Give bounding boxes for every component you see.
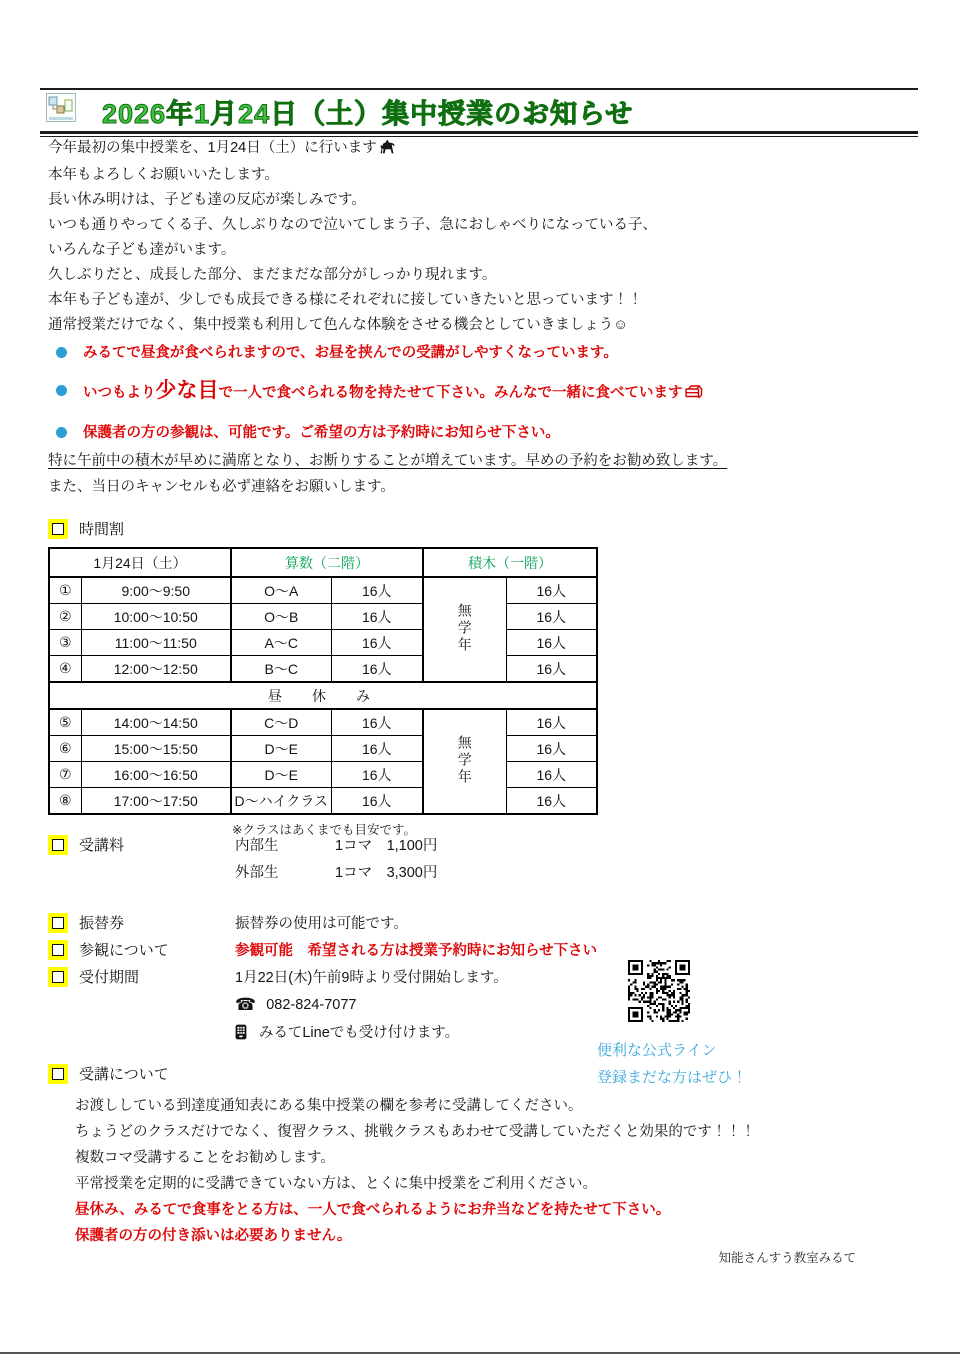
bullet-dot-icon xyxy=(56,347,67,358)
school-name-footer: 知能さんすう教室みるて xyxy=(718,1251,856,1265)
promo-line: 登録まだな方はぜひ！ xyxy=(597,1069,748,1086)
bento-icon xyxy=(685,383,703,407)
promo-line: 便利な公式ライン xyxy=(597,1042,717,1059)
intro-paragraph xyxy=(48,136,920,338)
cell-lunch: 昼 休 み xyxy=(49,682,597,709)
furikae-heading: 振替券 xyxy=(79,915,125,932)
smiley-icon: ☺ xyxy=(613,317,629,333)
cell-class: O～A xyxy=(231,577,331,604)
checkbox-icon xyxy=(48,967,68,987)
cell-no: ① xyxy=(49,577,81,604)
header xyxy=(40,88,918,137)
cell-no: ⑥ xyxy=(49,736,81,762)
cell-mugakunen: 無学年 xyxy=(423,577,506,682)
notice-underlined: 特に午前中の積木が早めに満席となり、お断りすることが増えています。早めの予約をお勧め致します。 xyxy=(48,453,728,469)
cell-time: 11:00～11:50 xyxy=(81,630,231,656)
cell-capacity: 16人 xyxy=(331,762,423,788)
fee-label: 内部生 xyxy=(235,838,279,854)
fee-value: 1コマ 1,100円 xyxy=(335,838,438,854)
checkbox-icon xyxy=(48,835,68,855)
table-row xyxy=(49,788,597,815)
intro-line: いつも通りやってくる子、久しぶりなので泣いてしまう子、急におしゃべりになっている子、 xyxy=(48,217,657,233)
uketsuke-text: 1月22日(木)午前9時より受付開始します。 xyxy=(235,970,508,986)
table-row xyxy=(49,762,597,788)
cell-time: 15:00～15:50 xyxy=(81,736,231,762)
cell-mugakunen: 無学年 xyxy=(423,709,506,814)
cell-tsumiki-capacity: 16人 xyxy=(506,788,597,815)
cell-no: ⑤ xyxy=(49,709,81,736)
cell-tsumiki-capacity: 16人 xyxy=(506,656,597,683)
intro-line: 通常授業だけでなく、集中授業も利用して色んな体験をさせる機会としていきましょう xyxy=(48,317,614,333)
cell-capacity: 16人 xyxy=(331,736,423,762)
cell-time: 9:00～9:50 xyxy=(81,577,231,604)
cell-tsumiki-capacity: 16人 xyxy=(506,736,597,762)
cell-capacity: 16人 xyxy=(331,788,423,815)
telephone-icon: ☎ xyxy=(235,994,257,1014)
schedule-table xyxy=(48,547,598,815)
checkbox-icon xyxy=(48,913,68,933)
table-row xyxy=(49,577,597,604)
col-header-sansu: 算数（二階） xyxy=(231,548,423,577)
jukou-line: お渡ししている到達度通知表にある集中授業の欄を参考に受講してください。 xyxy=(75,1098,583,1114)
highlight-bullets xyxy=(56,341,960,459)
page-title: 2026年1月24日（土）集中授業のお知らせ xyxy=(102,98,634,129)
mobile-phone-icon xyxy=(235,1024,247,1040)
jukou-line: 複数コマ受講することをお勧めします。 xyxy=(75,1150,335,1166)
jukou-red-line: 昼休み、みるてで食事をとる方は、一人で食べられるようにお弁当などを持たせて下さい。 xyxy=(75,1202,671,1218)
bullet-text: みるてで昼食が食べられますので、お昼を挟んでの受講がしやすくなっています。 xyxy=(83,345,618,361)
col-header-tsumiki: 積木（一階） xyxy=(423,548,597,577)
reservation-notice xyxy=(48,448,960,500)
bullet-text: いつもより xyxy=(83,385,156,401)
cell-class: D～ハイクラス xyxy=(231,788,331,815)
header-bottom-rule-thick xyxy=(40,131,918,134)
cell-tsumiki-capacity: 16人 xyxy=(506,577,597,604)
bullet-text: で一人で食べられる物を持たせて下さい。みんなで一緒に食べています xyxy=(218,385,683,401)
checkbox-icon xyxy=(48,1064,68,1084)
schedule-section xyxy=(48,518,960,838)
line-message: みるてLineでも受け付けます。 xyxy=(259,1025,460,1041)
fee-label: 外部生 xyxy=(235,865,279,881)
bullet-emphasis: 少な目 xyxy=(155,379,219,402)
intro-line: 長い休み明けは、子ども達の反応が楽しみです。 xyxy=(48,192,366,208)
schedule-heading: 時間割 xyxy=(79,521,125,538)
intro-line: 本年も子ども達が、少しでも成長できる様にそれぞれに接していきたいと思っています！！ xyxy=(48,292,643,308)
bullet-sankan xyxy=(56,421,960,445)
table-row xyxy=(49,656,597,683)
intro-line: 久しぶりだと、成長した部分、まだまだな部分がしっかり現れます。 xyxy=(48,267,497,283)
cell-time: 16:00～16:50 xyxy=(81,762,231,788)
horse-icon xyxy=(379,138,397,163)
jukou-line: ちょうどのクラスだけでなく、復習クラス、挑戦クラスもあわせて受講していただくと効果的です！！！ xyxy=(75,1124,756,1140)
cell-capacity: 16人 xyxy=(331,577,423,604)
cell-tsumiki-capacity: 16人 xyxy=(506,630,597,656)
info-section xyxy=(0,909,960,1044)
cell-capacity: 16人 xyxy=(331,604,423,630)
checkbox-icon xyxy=(48,940,68,960)
cell-no: ⑦ xyxy=(49,762,81,788)
col-header-date: 1月24日（土） xyxy=(49,548,231,577)
page-bottom-rule xyxy=(0,1352,960,1354)
cell-tsumiki-capacity: 16人 xyxy=(506,762,597,788)
jukou-heading: 受講について xyxy=(79,1066,169,1083)
qr-code xyxy=(628,959,690,1023)
bullet-lunch xyxy=(56,341,960,365)
cell-time: 10:00～10:50 xyxy=(81,604,231,630)
bullet-text: 保護者の方の参観は、可能です。ご希望の方は予約時にお知らせ下さい。 xyxy=(83,425,560,441)
cell-time: 14:00～14:50 xyxy=(81,709,231,736)
table-row xyxy=(49,709,597,736)
phone-number: 082-824-7077 xyxy=(266,996,357,1013)
cell-class: A～C xyxy=(231,630,331,656)
table-row xyxy=(49,604,597,630)
cell-class: O～B xyxy=(231,604,331,630)
table-row xyxy=(49,630,597,656)
fees-section xyxy=(0,831,960,885)
cell-time: 12:00～12:50 xyxy=(81,656,231,683)
cell-class: D～E xyxy=(231,736,331,762)
cell-capacity: 16人 xyxy=(331,709,423,736)
bullet-dot-icon xyxy=(56,427,67,438)
cell-tsumiki-capacity: 16人 xyxy=(506,604,597,630)
cell-time: 17:00～17:50 xyxy=(81,788,231,815)
table-row xyxy=(49,736,597,762)
fees-heading: 受講料 xyxy=(79,837,125,854)
fee-value: 1コマ 3,300円 xyxy=(335,865,438,881)
sankan-text: 参観可能 希望される方は授業予約時にお知らせ下さい xyxy=(235,943,598,959)
cell-no: ④ xyxy=(49,656,81,683)
table-row-lunch xyxy=(49,682,597,709)
cell-no: ③ xyxy=(49,630,81,656)
cell-class: B～C xyxy=(231,656,331,683)
cell-no: ⑧ xyxy=(49,788,81,815)
jukou-red-line: 保護者の方の付き添いは必要ありません。 xyxy=(75,1228,352,1244)
cell-no: ② xyxy=(49,604,81,630)
cell-tsumiki-capacity: 16人 xyxy=(506,709,597,736)
checkbox-icon xyxy=(48,519,68,539)
jukou-line: 平常授業を定期的に受講できていない方は、とくに集中授業をご利用ください。 xyxy=(75,1176,597,1192)
cell-capacity: 16人 xyxy=(331,630,423,656)
cell-class: C～D xyxy=(231,709,331,736)
uketsuke-heading: 受付期間 xyxy=(79,969,140,986)
jukou-section xyxy=(48,1063,960,1249)
notice-line: また、当日のキャンセルも必ず連絡をお願いします。 xyxy=(48,479,395,495)
sankan-heading: 参観について xyxy=(79,942,169,959)
intro-line: 今年最初の集中授業を、1月24日（土）に行います xyxy=(48,140,377,156)
bullet-dot-icon xyxy=(56,385,67,396)
bullet-bento xyxy=(56,379,960,407)
intro-line: 本年もよろしくお願いいたします。 xyxy=(48,167,279,183)
cell-class: D～E xyxy=(231,762,331,788)
school-logo-icon xyxy=(46,93,76,130)
cell-capacity: 16人 xyxy=(331,656,423,683)
schedule-note: ※クラスはあくまでも目安です。 xyxy=(231,823,417,837)
intro-line: いろんな子ども達がいます。 xyxy=(48,242,236,258)
furikae-text: 振替券の使用は可能です。 xyxy=(235,916,408,932)
